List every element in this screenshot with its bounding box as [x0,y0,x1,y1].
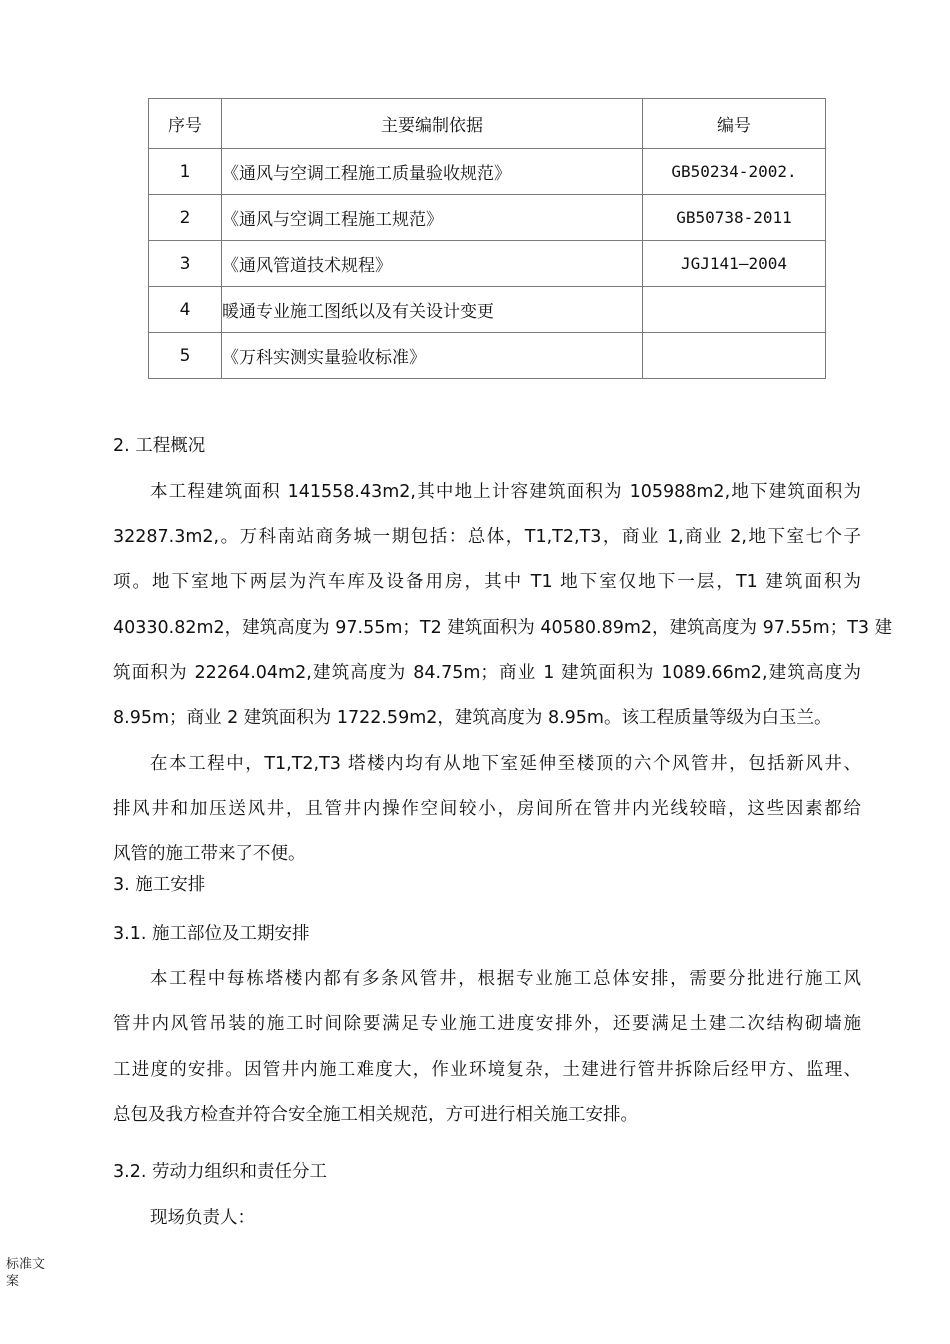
row-code: GB50234-2002. [643,149,826,195]
table-row [149,195,826,241]
table-row [149,287,826,333]
overview-line: 排风井和加压送风井，且管井内操作空间较小，房间所在管井内光线较暗，这些因素都给 [113,799,861,819]
schedule-line: 本工程中每栋塔楼内都有多条风管井，根据专业施工总体安排，需要分批进行施工风 [150,969,861,989]
row-code: GB50738-2011 [643,195,826,241]
overview-line: 40330.82m2，建筑高度为 97.55m；T2 建筑面积为 40580.89m2，建筑高度为 97.55m；T3 建 [113,618,893,638]
row-no: 5 [149,333,222,379]
footer-stamp: 标准文案 [6,1257,46,1289]
header-code: 编号 [643,99,826,149]
row-no: 3 [149,241,222,287]
row-no: 1 [149,149,222,195]
header-no: 序号 [149,99,222,149]
table-row [149,241,826,287]
overview-line: 在本工程中，T1,T2,T3 塔楼内均有从地下室延伸至楼顶的六个风管井，包括新风井、 [150,754,861,774]
row-basis: 《通风管道技术规程》 [222,241,643,287]
row-basis: 《通风与空调工程施工规范》 [222,195,643,241]
table-row [149,149,826,195]
schedule-line: 总包及我方检查并符合安全施工相关规范，方可进行相关施工安排。 [113,1105,638,1125]
table-header-row [149,99,826,149]
table-row [149,333,826,379]
row-code: JGJ141—2004 [643,241,826,287]
section-3-heading: 3. 施工安排 [113,875,206,895]
row-basis: 暖通专业施工图纸以及有关设计变更 [222,287,643,333]
overview-line: 本工程建筑面积 141558.43m2,其中地上计容建筑面积为 105988m2,地下建筑面积为 [150,482,861,502]
row-basis: 《万科实测实量验收标准》 [222,333,643,379]
header-basis: 主要编制依据 [222,99,643,149]
overview-line: 筑面积为 22264.04m2,建筑高度为 84.75m；商业 1 建筑面积为 1089.66m2,建筑高度为 [113,663,861,683]
section-2-heading: 2. 工程概况 [113,436,206,456]
overview-line: 32287.3m2,。万科南站商务城一期包括：总体，T1,T2,T3，商业 1,商业 2,地下室七个子 [113,527,861,547]
row-no: 4 [149,287,222,333]
section-3-2-heading: 3.2. 劳动力组织和责任分工 [113,1162,327,1182]
row-code [643,333,826,379]
basis-table [148,98,826,379]
overview-line: 风管的施工带来了不便。 [113,844,306,864]
schedule-line: 工进度的安排。因管井内施工难度大，作业环境复杂，土建进行管井拆除后经甲方、监理、 [113,1060,861,1080]
row-code [643,287,826,333]
row-basis: 《通风与空调工程施工质量验收规范》 [222,149,643,195]
schedule-line: 管井内风管吊装的施工时间除要满足专业施工进度安排外，还要满足土建二次结构砌墙施 [113,1014,861,1034]
row-no: 2 [149,195,222,241]
section-3-1-heading: 3.1. 施工部位及工期安排 [113,924,310,944]
overview-line: 8.95m；商业 2 建筑面积为 1722.59m2，建筑高度为 8.95m。该工程质量等级为白玉兰。 [113,708,832,728]
site-manager-label: 现场负责人： [150,1208,255,1228]
overview-line: 项。地下室地下两层为汽车库及设备用房，其中 T1 地下室仅地下一层，T1 建筑面积为 [113,572,861,592]
